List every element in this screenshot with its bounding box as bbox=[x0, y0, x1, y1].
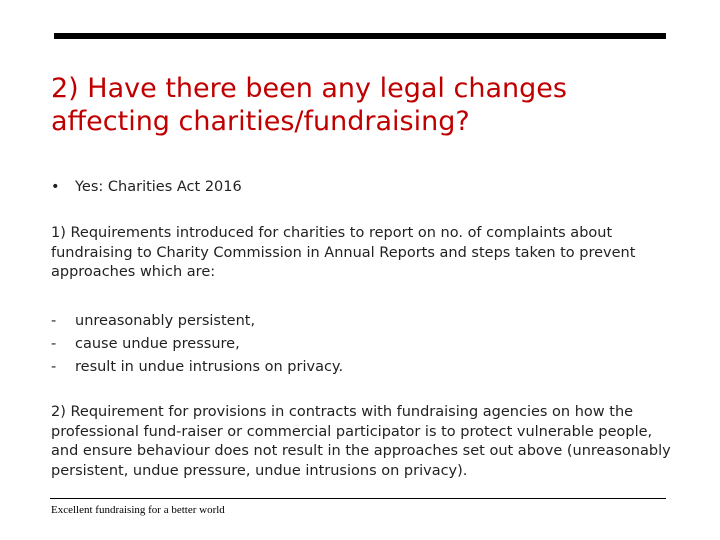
list-item-text: unreasonably persistent, bbox=[75, 313, 256, 329]
list-item-text: cause undue pressure, bbox=[75, 336, 240, 352]
dash-marker: - bbox=[51, 313, 57, 329]
paragraph-requirements: 1) Requirements introduced for charities to report on no. of complaints about fundraising to Charity Commission in Annual Reports and steps taken to prevent approaches which are: bbox=[51, 225, 636, 280]
list-item bbox=[51, 310, 343, 333]
dash-list bbox=[51, 310, 343, 379]
bullet-item bbox=[51, 178, 242, 196]
list-item bbox=[51, 356, 343, 379]
bullet-text: Yes: Charities Act 2016 bbox=[75, 179, 242, 195]
paragraph-contracts: 2) Requirement for provisions in contracts with fundraising agencies on how the professional fund-raiser or commercial participator is to protect vulnerable people, and ensure behaviour does not result in the approaches set out above (unreasonably persistent, undue pressure, undue intrusions on privacy). bbox=[51, 404, 671, 479]
footer-rule bbox=[50, 498, 666, 499]
slide-title: 2) Have there been any legal changes affecting charities/fundraising? bbox=[51, 73, 567, 137]
dash-marker: - bbox=[51, 359, 57, 375]
list-item bbox=[51, 333, 343, 356]
dash-marker: - bbox=[51, 336, 57, 352]
footer-text: Excellent fundraising for a better world bbox=[51, 504, 225, 516]
list-item-text: result in undue intrusions on privacy. bbox=[75, 359, 344, 375]
top-rule bbox=[54, 33, 666, 39]
bullet-marker: • bbox=[51, 179, 60, 195]
